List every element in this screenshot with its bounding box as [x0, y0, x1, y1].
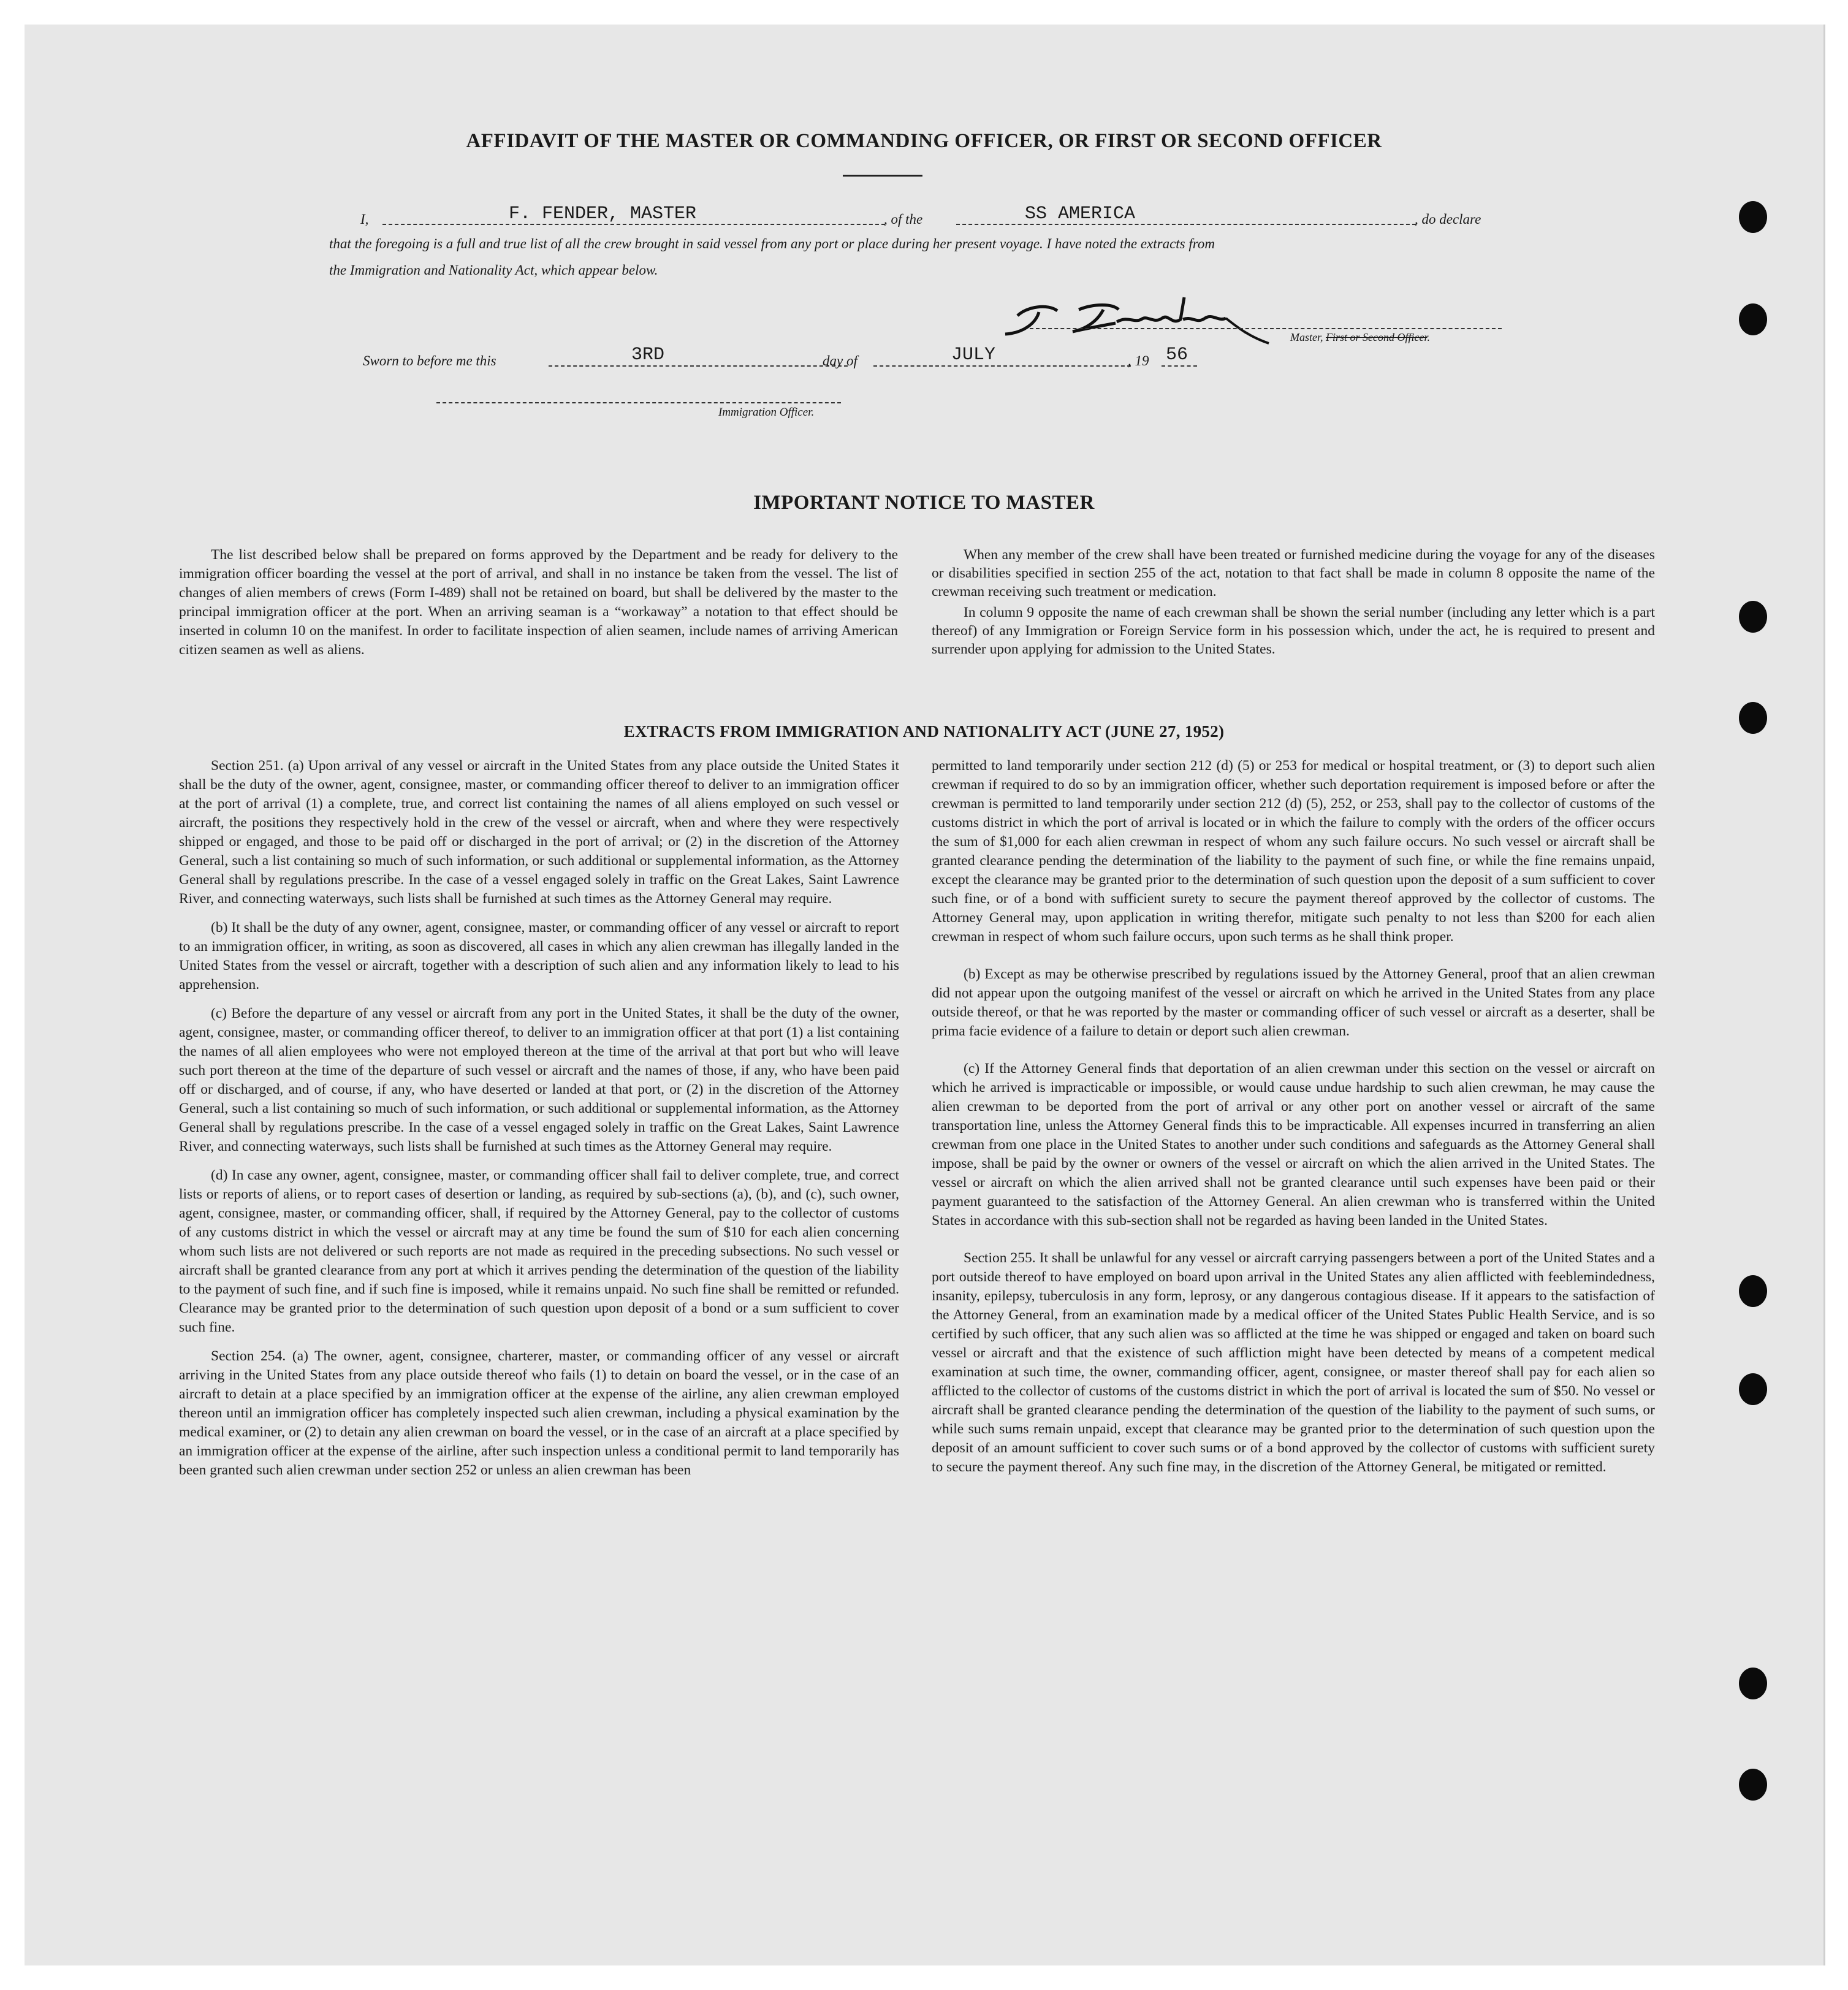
section-251-c: (c) Before the departure of any vessel or aircraft from any port in the United States, it shall be the duty of the owner, agent, consignee, master, or commanding officer thereof, to deliver to an immigration officer at that port (1) a list containing the names of all alien employees who were not employed thereon at the time of the arrival at that port but who will leave such port thereon at the time of the departure of such vessel or aircraft and the names of those, if any, who have been paid off or discharged, and of course, if any, who have deserted or landed at that port, or (2) in the discretion of the Attorney General, such a list containing so much of such information, or such additional or supplemental information, as the Attorney General shall by regulations prescribe. In the case of a vessel engaged solely in traffic on the Great Lakes, Saint Lawrence River, and connecting waterways, such lists shall be furnished at such times as the Attorney General may require.: [179, 1005, 899, 1154]
extracts-right-column: [932, 757, 1655, 1487]
notice-right-paragraph-2: In column 9 opposite the name of each crewman shall be shown the serial number (including any letter which is a part thereof) of any Immigration or Foreign Service form in his possession which, under the act, he is required to present and surrender upon applying for admission to the United States.: [932, 604, 1655, 657]
binder-hole: [1739, 601, 1767, 633]
sworn-year-value: 56: [1166, 345, 1188, 365]
binder-hole: [1739, 1275, 1767, 1307]
caption-master: Master,: [1290, 331, 1323, 343]
declaration-line-2: that the foregoing is a full and true list of all the crew brought in said vessel from any port or place during her present voyage. I have noted the extracts from: [329, 236, 1215, 251]
signature-line: [1030, 328, 1502, 329]
section-251-d: (d) In case any owner, agent, consignee, master, or commanding officer shall fail to deliver complete, true, and correct lists or reports of aliens, or to report cases of desertion or landing, as required by sub-sections (a), (b), and (c), such owner, agent, consignee, master, or commanding officer, shall, if required by the Attorney General, pay to the collector of customs of any customs district in which the vessel or aircraft may at any time be found the sum of $10 for each alien concerning whom such lists are not delivered or such reports are not made as required in the preceding subsections. No such vessel or aircraft shall be granted clearance from any port at which it arrives pending the determination of the question of the liability to the payment of such fine, and if such fine is imposed, while it remains unpaid. No such fine shall be remitted or refunded. Clearance may be granted prior to the determination of such question upon deposit of a bond or a sum sufficient to cover such fine.: [179, 1167, 899, 1335]
do-declare-label: , do declare: [1415, 212, 1481, 227]
master-name-value: F. FENDER, MASTER: [509, 204, 697, 224]
affidavit-title: AFFIDAVIT OF THE MASTER OR COMMANDING OFFICER, OR FIRST OR SECOND OFFICER: [466, 130, 1382, 152]
day-fill-line: [549, 365, 848, 367]
binder-hole: [1739, 702, 1767, 734]
extracts-left-column: [179, 757, 899, 1490]
notice-left-paragraph: The list described below shall be prepared on forms approved by the Department and be ready for delivery to the immigration officer boarding the vessel at the port of arrival, and shall in no instance be taken from the vessel. The list of changes of alien members of crews (Form I-489) shall not be retained on board, but shall be delivered by the master to the principal immigration officer at the port. When an arriving seaman is a “workaway” a notation to that effect should be inserted in column 10 on the manifest. In order to facilitate inspection of alien seamen, include names of arriving American citizen seamen as well as aliens.: [179, 547, 898, 658]
day-of-label: day of: [823, 353, 857, 368]
notice-right-paragraph-1: When any member of the crew shall have been treated or furnished medicine during the voyage for any of the diseases or disabilities specified in section 255 of the act, notation to that fact shall be made in column 8 opposite the name of the crewman receiving such treatment or medication.: [932, 547, 1655, 600]
month-fill-line: [873, 365, 1131, 367]
sworn-prefix: Sworn to before me this: [363, 353, 496, 368]
caption-end: .: [1427, 331, 1430, 343]
section-254-a-continued: permitted to land temporarily under section 212 (d) (5) or 253 for medical or hospital treatment, or (3) to deport such alien crewman if required to do so by an immigration officer, whether such deportation requirement is imposed before or after the crewman is permitted to land temporarily under section 212 (d) (5), 252, or 253, shall pay to the collector of customs of the customs district in which the port of arrival is located or in which the failure to comply with the orders of the officer occurs the sum of $1,000 for each alien crewman in respect of whom any such failure occurs. No such vessel or aircraft shall be granted clearance pending the determination of the liability to the payment of such fine, or while the fine remains unpaid, except the clearance may be granted prior to the determination of such question upon the deposit of a sum sufficient to cover such fine, or of a bond with sufficient surety to secure the payment thereof approved by the collector of customs. The Attorney General may, upon application in writing therefor, mitigate such penalty to not less than $200 for each alien crewman in respect of whom such failure occurs, upon such terms as he shall think proper.: [932, 758, 1655, 945]
extracts-title: EXTRACTS FROM IMMIGRATION AND NATIONALITY ACT (JUNE 27, 1952): [623, 722, 1225, 741]
notice-left-column: [179, 546, 898, 669]
section-251-a: Section 251. (a) Upon arrival of any vessel or aircraft in the United States from any place outside the United States it shall be the duty of the owner, agent, consignee, master, or commanding officer thereof to deliver to an immigration officer at the port of arrival (1) a complete, true, and correct list containing the names of all aliens employed on such vessel or aircraft, the positions they respectively hold in the crew of the vessel or aircraft, when and where they were respectively shipped or engaged, and those to be paid off or discharged in the port of arrival; or (2) in the discretion of the Attorney General, such a list containing so much of such information, or such additional or supplemental information, as the Attorney General shall by regulations prescribe. In the case of a vessel engaged solely in traffic on the Great Lakes, Saint Lawrence River, and connecting waterways, such lists shall be furnished at such times as the Attorney General may require.: [179, 758, 899, 907]
binder-hole: [1739, 1769, 1767, 1801]
section-254-a: Section 254. (a) The owner, agent, consignee, charterer, master, or commanding officer of any vessel or aircraft arriving in the United States from any place outside thereof who fails (1) to detain on board the vessel, or in the case of an aircraft to detain at a place specified by an immigration officer at the expense of the airline, any alien crewman employed thereon until an immigration officer has completely inspected such alien crewman, including a physical examination by the medical examiner, or (2) to detain any alien crewman on board the vessel, or in the case of an aircraft at a place specified by an immigration officer at the expense of the airline, after such inspection unless a conditional permit to land temporarily has been granted such alien crewman under section 252 or unless an alien crewman has been: [179, 1348, 899, 1478]
binder-hole: [1739, 201, 1767, 233]
document-page: [25, 25, 1825, 1965]
year-prefix: , 19: [1128, 353, 1149, 368]
officer-fill-line: [436, 402, 841, 403]
declaration-prefix: I,: [360, 212, 369, 227]
section-255: Section 255. It shall be unlawful for any vessel or aircraft carrying passengers between a port of the United States and a port outside thereof to have employed on board upon arrival in the United States any alien afflicted with feeblemindedness, insanity, epilepsy, tuberculosis in any form, leprosy, or any dangerous contagious disease. If it appears to the satisfaction of the Attorney General, from an examination made by a medical officer of the United States Public Health Service, and is so certified by such officer, that any such alien was so afflicted at the time he was shipped or engaged and taken on board such vessel or aircraft and that the existence of such affliction might have been detected by means of a competent medical examination at such time, the owner, commanding officer, agent, consignee, or master thereof shall pay for each alien so afflicted to the collector of customs of the customs district in which the port of arrival is located the sum of $50. No vessel or aircraft shall be granted clearance pending the determination of the question of the liability to the payment of such sums, or while such sums remain unpaid, except that clearance may be granted prior to the determination of such question upon the deposit of an amount sufficient to cover such sums or of a bond approved by the collector of customs with sufficient surety to secure the payment thereof. Any such fine may, in the discretion of the Attorney General, be mitigated or remitted.: [932, 1250, 1655, 1475]
section-254-c: (c) If the Attorney General finds that deportation of an alien crewman under this section on the vessel or aircraft on which he arrived is impracticable or impossible, or would cause undue hardship to such alien crewman, he may cause the alien crewman to be deported from the port of arrival or any other port on another vessel or aircraft of the same transportation line, unless the Attorney General finds this to be impracticable. All expenses incurred in transferring an alien crewman from one place in the United States to another under such conditions and safeguards as the Attorney General shall impose, shall be paid by the owner or owners of the vessel or aircraft on which the alien arrived in the United States. The vessel or aircraft on which the alien arrived shall not be granted clearance until such expenses have been paid or their payment guaranteed to the satisfaction of the Attorney General. An alien crewman who is transferred within the United States in accordance with this sub-section shall not be regarded as having been landed in the United States.: [932, 1061, 1655, 1229]
binder-hole: [1739, 1668, 1767, 1699]
officer-caption: Immigration Officer.: [718, 406, 815, 419]
notice-right-column: [932, 546, 1655, 668]
title-divider: [843, 175, 922, 177]
sworn-day-value: 3RD: [631, 345, 665, 365]
section-251-b: (b) It shall be the duty of any owner, agent, consignee, master, or commanding officer of any vessel or aircraft to report to an immigration officer, in writing, as soon as discovered, all cases in which any alien crewman has illegally landed in the United States from the vessel or aircraft, together with a description of such alien and any information likely to lead to his apprehension.: [179, 920, 899, 993]
vessel-name-value: SS AMERICA: [1025, 204, 1136, 224]
signature-caption: [1290, 331, 1430, 344]
section-254-b: (b) Except as may be otherwise prescribed by regulations issued by the Attorney General, proof that an alien crewman did not appear upon the outgoing manifest of the vessel or aircraft on which he arrived in the United States from any place outside thereof, or that he was reported by the master or commanding officer of such vessel or aircraft as a deserter, shall be prima facie evidence of a failure to detain or deport such alien crewman.: [932, 966, 1655, 1039]
binder-hole: [1739, 1373, 1767, 1405]
year-fill-line: [1162, 365, 1197, 367]
binder-hole: [1739, 303, 1767, 335]
declaration-line-3: the Immigration and Nationality Act, which appear below.: [329, 262, 658, 278]
of-the-label: , of the: [884, 212, 923, 227]
sworn-month-value: JULY: [951, 345, 996, 365]
notice-title: IMPORTANT NOTICE TO MASTER: [753, 492, 1095, 514]
master-signature: [981, 285, 1275, 353]
caption-struck-officer: First or Second Officer: [1326, 331, 1428, 343]
